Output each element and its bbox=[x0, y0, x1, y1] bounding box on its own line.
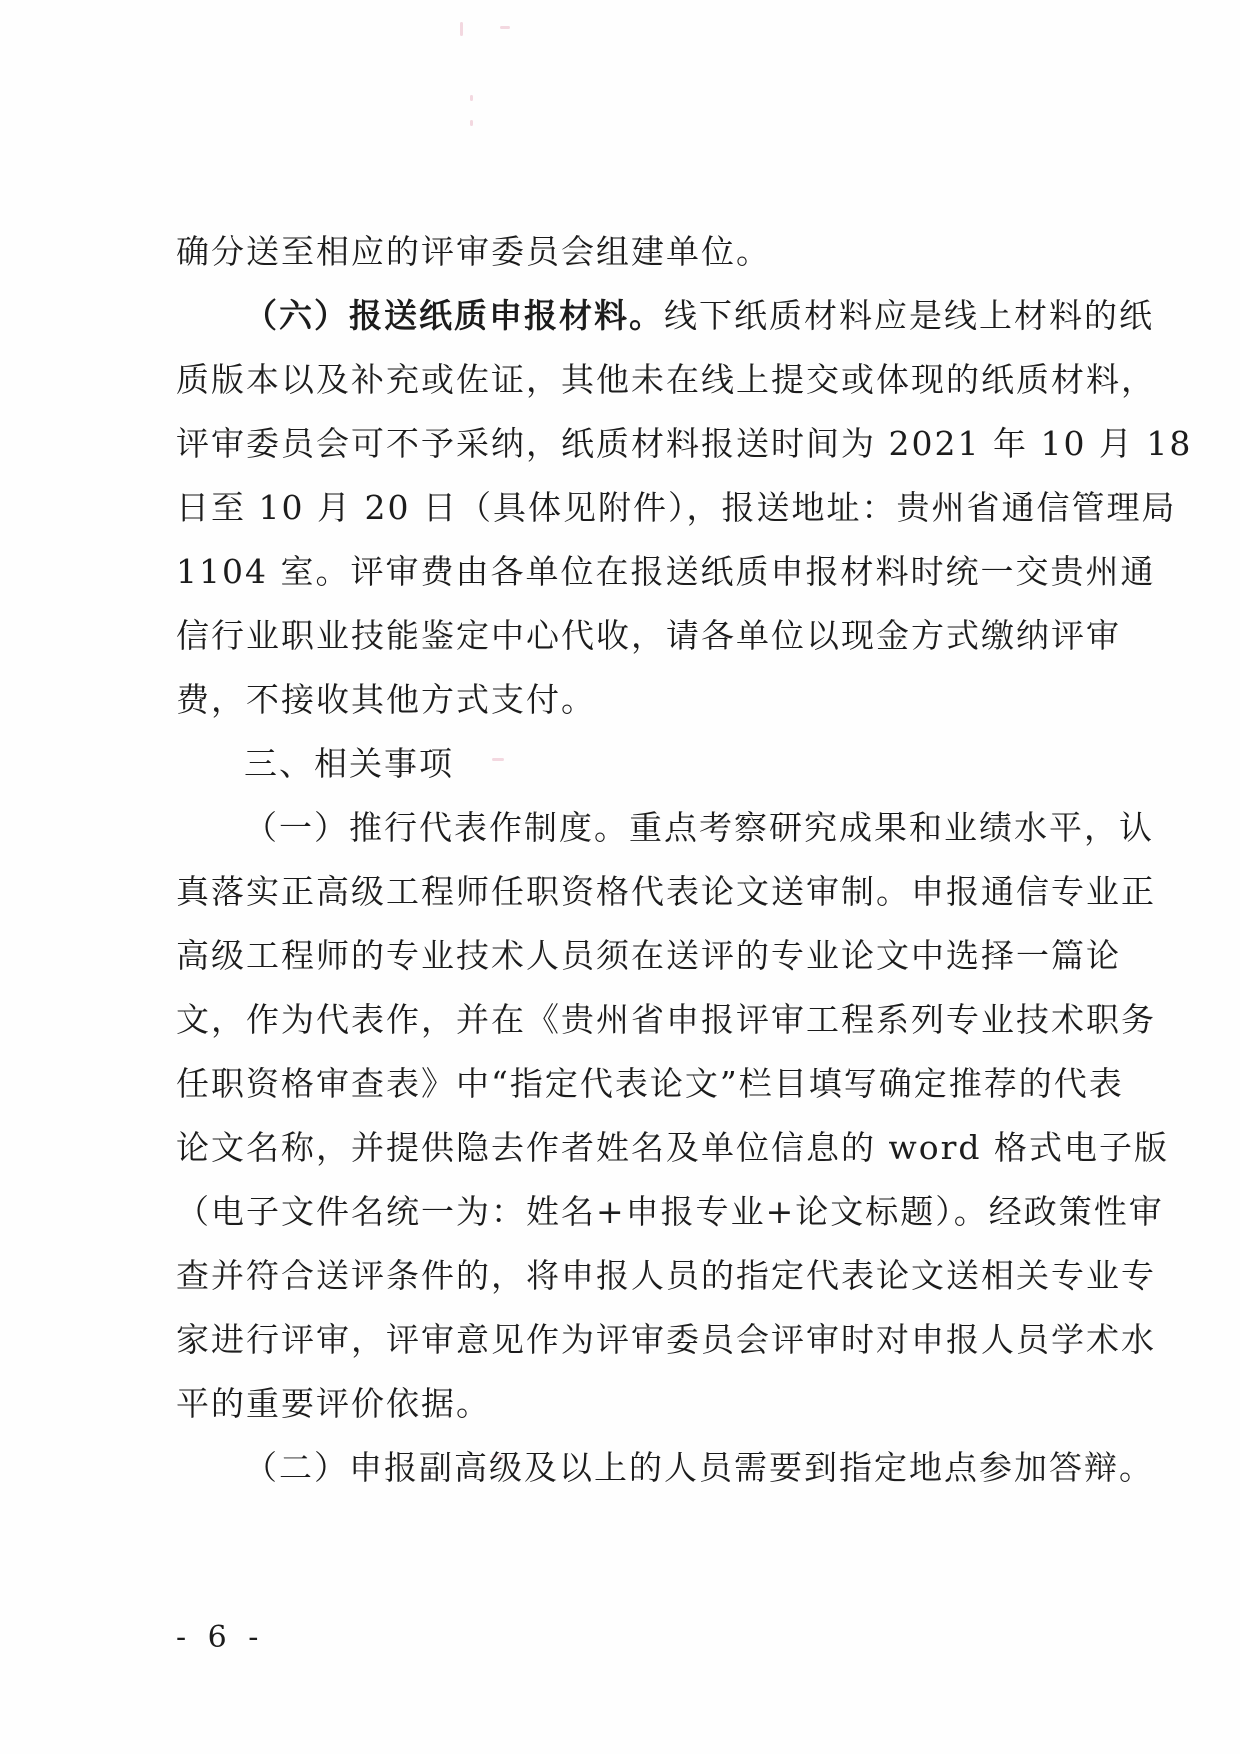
text-line: 论文名称，并提供隐去作者姓名及单位信息的 word 格式电子版 bbox=[176, 1128, 1169, 1167]
text-line: 评审委员会可不予采纳，纸质材料报送时间为 2021 年 10 月 18 bbox=[176, 424, 1193, 463]
text-line: 质版本以及补充或佐证，其他未在线上提交或体现的纸质材料， bbox=[176, 360, 1156, 399]
text-line: 线下纸质材料应是线上材料的纸 bbox=[664, 296, 1154, 335]
scan-mark bbox=[500, 26, 510, 29]
text-line: （电子文件名统一为：姓名+申报专业+论文标题）。经政策性审 bbox=[176, 1192, 1164, 1231]
text-line: 高级工程师的专业技术人员须在送评的专业论文中选择一篇论 bbox=[176, 936, 1121, 975]
text-line: 确分送至相应的评审委员会组建单位。 bbox=[176, 232, 771, 271]
text-line: 文，作为代表作，并在《贵州省申报评审工程系列专业技术职务 bbox=[176, 1000, 1156, 1039]
text-line: 1104 室。评审费由各单位在报送纸质申报材料时统一交贵州通 bbox=[176, 552, 1156, 591]
scan-mark bbox=[470, 120, 473, 126]
text-line: 费，不接收其他方式支付。 bbox=[176, 680, 596, 719]
section-heading: 三、相关事项 bbox=[244, 744, 454, 783]
text-line: 任职资格审查表》中“指定代表论文”栏目填写确定推荐的代表 bbox=[176, 1064, 1124, 1103]
text-line: 查并符合送评条件的，将申报人员的指定代表论文送相关专业专 bbox=[176, 1256, 1156, 1295]
text-line: （二）申报副高级及以上的人员需要到指定地点参加答辩。 bbox=[244, 1448, 1154, 1487]
page-number: - 6 - bbox=[176, 1620, 265, 1655]
text-line: 平的重要评价依据。 bbox=[176, 1384, 491, 1423]
scan-mark bbox=[470, 95, 473, 101]
scan-mark bbox=[460, 22, 463, 36]
subsection-paragraph bbox=[244, 294, 1154, 338]
text-line: 真落实正高级工程师任职资格代表论文送审制。申报通信专业正 bbox=[176, 872, 1156, 911]
text-line: 家进行评审，评审意见作为评审委员会评审时对申报人员学术水 bbox=[176, 1320, 1156, 1359]
text-line: （一）推行代表作制度。重点考察研究成果和业绩水平，认 bbox=[244, 808, 1154, 847]
subsection-title: （六）报送纸质申报材料。 bbox=[244, 296, 664, 335]
text-line: 日至 10 月 20 日（具体见附件），报送地址：贵州省通信管理局 bbox=[176, 488, 1177, 527]
text-line: 信行业职业技能鉴定中心代收，请各单位以现金方式缴纳评审 bbox=[176, 616, 1121, 655]
